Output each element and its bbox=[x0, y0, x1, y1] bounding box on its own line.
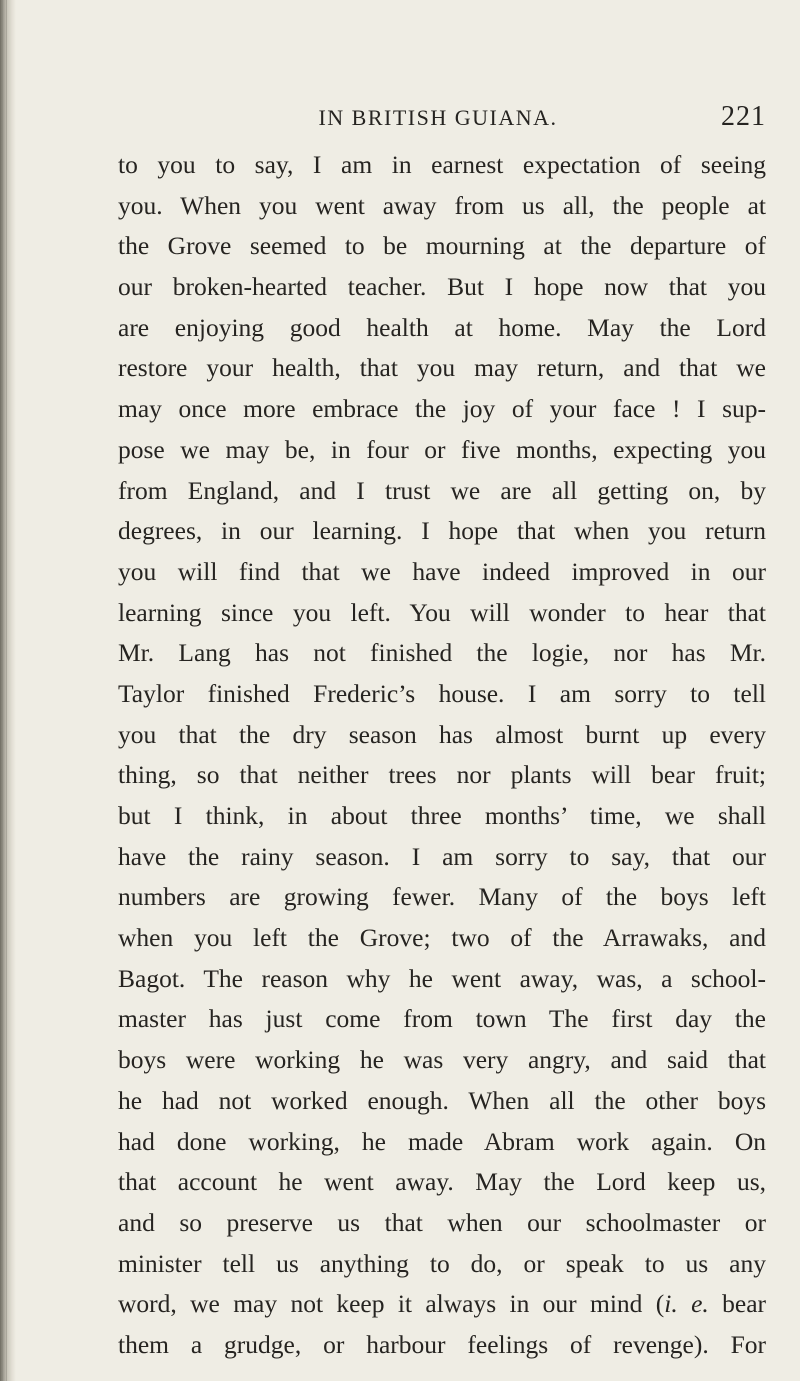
text-line: them a grudge, or harbour feelings of revenge). For bbox=[118, 1329, 766, 1359]
book-spine-shadow bbox=[0, 0, 16, 1381]
text-line: when you left the Grove; two of the Arrawaks, and bbox=[118, 923, 766, 953]
spine-edge-line bbox=[6, 0, 7, 1381]
text-line: master has just come from town The first day the bbox=[118, 1004, 766, 1034]
text-line: the Grove seemed to be mourning at the departure of bbox=[118, 231, 766, 261]
body-text bbox=[118, 145, 766, 1366]
text-segment: bear bbox=[708, 1289, 766, 1319]
page-number: 221 bbox=[721, 101, 766, 132]
text-segment: word, we may not keep it always in our mind bbox=[118, 1289, 643, 1319]
text-line: have the rainy season. I am sorry to say, that our bbox=[118, 841, 766, 871]
text-line: pose we may be, in four or five months, expecting you bbox=[118, 434, 766, 464]
running-head: IN BRITISH GUIANA. bbox=[318, 105, 558, 130]
text-line: boys were working he was very angry, and said that bbox=[118, 1045, 766, 1075]
text-line: thing, so that neither trees nor plants will bear fruit; bbox=[118, 760, 766, 790]
text-line: restore your health, that you may return, and that we bbox=[118, 353, 766, 383]
text-line: may once more embrace the joy of your face ! I sup- bbox=[118, 394, 766, 424]
text-line: minister tell us anything to do, or speak to us any bbox=[118, 1248, 766, 1278]
italic-abbreviation: i. e. bbox=[664, 1289, 709, 1319]
text-line: he had not worked enough. When all the other boys bbox=[118, 1085, 766, 1115]
spine-edge-line bbox=[2, 0, 3, 1381]
text-line: Taylor finished Frederic’s house. I am sorry to tell bbox=[118, 678, 766, 708]
text-line: and so preserve us that when our schoolmaster or bbox=[118, 1207, 766, 1237]
text-line: numbers are growing fewer. Many of the boys left bbox=[118, 882, 766, 912]
text-line: our broken-hearted teacher. But I hope now that you bbox=[118, 272, 766, 302]
text-line: to you to say, I am in earnest expectation of seeing bbox=[118, 150, 766, 179]
text-line-mixed bbox=[118, 1284, 766, 1325]
page-header bbox=[118, 101, 766, 135]
text-line: from England, and I trust we are all getting on, by bbox=[118, 475, 766, 505]
text-line: you that the dry season has almost burnt up every bbox=[118, 719, 766, 749]
text-line: Bagot. The reason why he went away, was, a school- bbox=[118, 963, 766, 993]
text-segment: ( bbox=[642, 1289, 665, 1319]
text-line: that account he went away. May the Lord keep us, bbox=[118, 1167, 766, 1197]
text-line: degrees, in our learning. I hope that when you return bbox=[118, 516, 766, 546]
text-line: had done working, he made Abram work again. On bbox=[118, 1126, 766, 1156]
text-line: but I think, in about three months’ time, we shall bbox=[118, 801, 766, 830]
text-line: learning since you left. You will wonder to hear that bbox=[118, 597, 766, 627]
text-line: Mr. Lang has not finished the logie, nor has Mr. bbox=[118, 638, 766, 668]
text-line: are enjoying good health at home. May the Lord bbox=[118, 312, 766, 342]
text-line: you will find that we have indeed improved in our bbox=[118, 556, 766, 586]
text-line: you. When you went away from us all, the people at bbox=[118, 190, 766, 220]
